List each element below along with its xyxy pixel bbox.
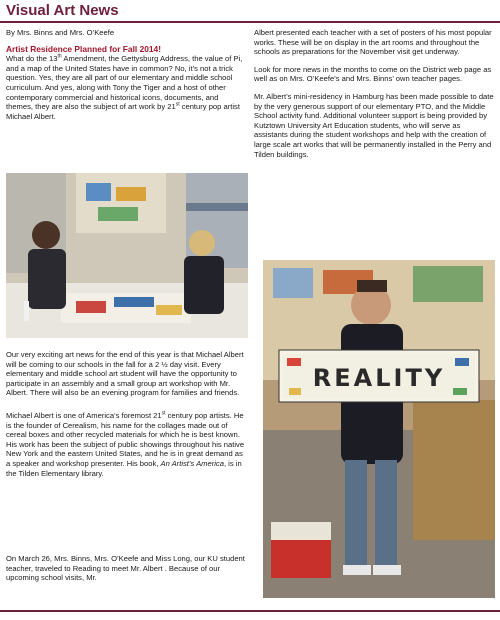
photo-teachers-workshop <box>6 173 248 338</box>
visit-paragraph: Our very exciting art news for the end of this year is that Michael Albert will be coming to our schools in the fall for a 2 ½ day visit. Every elementary and middle school art student will have the opportunity to participate in an assembly and a small group art workshop with Mr. Albert. There will also be an evening program for families and friends. <box>6 350 244 398</box>
page-title: Visual Art News <box>6 2 119 19</box>
web-page-paragraph: Look for more news in the months to come on the District web page as well as on Mrs. O’Keefe’s and Mrs. Binns’ own teacher pages. <box>254 64 492 84</box>
meeting-paragraph: On March 26, Mrs. Binns, Mrs. O’Keefe and Miss Long, our KU student teacher, traveled to Reading to meet Mr. Albert . Because of our upcoming school visits, Mr. <box>6 554 245 583</box>
poster-lettering: REALITY <box>312 364 446 392</box>
left-paragraph-2 <box>6 350 246 406</box>
right-column <box>254 28 494 167</box>
left-paragraph-3 <box>6 411 246 486</box>
posters-paragraph: Albert presented each teacher with a set of posters of his most popular works. These will be on display in the art rooms and throughout the schools as preparations for the November visit get underway. <box>254 28 492 57</box>
funding-paragraph: Mr. Albert’s mini-residency in Hamburg has been made possible to date by the very generous support of our elementary PTO, and the Middle School activity fund. Additional volunteer support is being provided by Kutztown University Art Education students, who will serve as assistants during the student workshops and help with the creation of large scale art works that will be permanently installed in the Perry and Tilden buildings. <box>254 91 494 159</box>
header-divider <box>0 21 500 23</box>
intro-paragraph: What do the 13th Amendment, the Gettysburg Address, the value of Pi, and a map of the United States have in common? No, it’s not a trick question. Yes, they are all part of our elementary and middle school curriculum. And yes, along with Tony the Tiger and a host of other contemporary commercial and historical icons, documents, and themes, they are also the subject of art work by 21st century pop artist Michael Albert. <box>6 53 243 121</box>
article-headline: Artist Residence Planned for Fall 2014! <box>6 43 161 54</box>
newsletter-header <box>0 0 500 24</box>
photo-artist-with-poster <box>263 260 495 598</box>
byline: By Mrs. Binns and Mrs. O’Keefe <box>6 28 115 37</box>
artist-bio-paragraph: Michael Albert is one of America’s foremost 21st century pop artists. He is the founder of Cerealism, his name for the collages made out of cereal boxes and other recycled materials for which he is best known. His work has been the subject of public showings throughout his native New York and the eastern United States, and he is in great demand as a speaker and workshop presenter. His book, An Artist’s America, is in the Tilden Elementary library. <box>6 410 245 478</box>
footer-divider <box>0 610 500 612</box>
left-paragraph-4 <box>6 554 246 591</box>
left-column-top <box>6 28 246 129</box>
artist-photo-illustration <box>263 260 495 598</box>
teachers-photo-illustration <box>6 173 248 338</box>
